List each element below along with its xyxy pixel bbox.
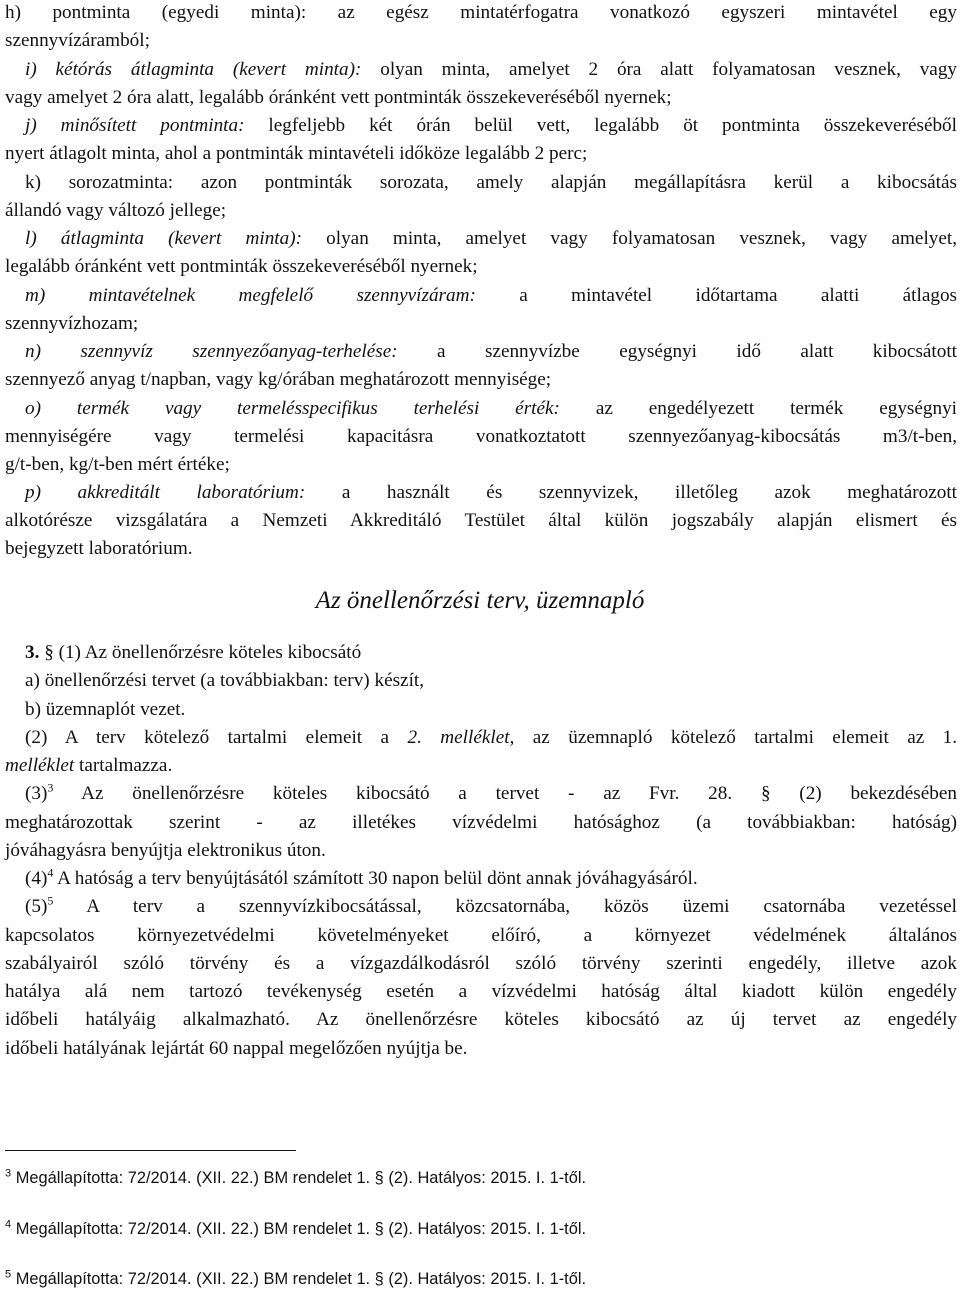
item-o-line-2: mennyiségére vagy termelési kapacitásra vonatkoztatott szennyezőanyag-kibocsátás m3/t-ben, <box>5 426 957 447</box>
item-h-text: az egész mintatérfogatra vonatkozó egyszeri mintavétel egy <box>337 2 957 23</box>
footnote-separator <box>5 1150 296 1151</box>
footnote-text: Megállapította: 72/2014. (XII. 22.) BM rendelet 1. § (2). Hatályos: 2015. I. 1-től. <box>15 1270 587 1288</box>
item-l-line-2: legalább óránként vett pontminták összekeveréséből nyernek; <box>5 256 478 277</box>
item-i-line-2: vagy amelyet 2 óra alatt, legalább óránként vett pontminták összekeveréséből nyernek; <box>5 87 672 108</box>
section-3-paragraph-2-line-1 <box>25 725 957 751</box>
item-j-label: j) minősített pontminta: <box>25 115 245 136</box>
item-i-text: olyan minta, amelyet 2 óra alatt folyamatosan vesznek, vagy <box>380 59 958 80</box>
item-n-line-1 <box>25 339 957 365</box>
paragraph-2-text: (2) A terv kötelező tartalmi elemeit a <box>25 727 390 748</box>
item-j-line-2: nyert átlagolt minta, ahol a pontminták mintavételi időköze legalább 2 perc; <box>5 143 588 164</box>
item-o-label: o) termék vagy termelésspecifikus terhelési érték: <box>25 398 560 419</box>
section-3-paragraph-3-line-1 <box>25 781 957 807</box>
section-3-paragraph-5-line-2: kapcsolatos környezetvédelmi követelményeket előíró, a környezet védelmének általános <box>5 925 957 946</box>
footnote-text: Megállapította: 72/2014. (XII. 22.) BM rendelet 1. § (2). Hatályos: 2015. I. 1-től. <box>15 1169 587 1187</box>
footnote-number: 5 <box>5 1268 12 1281</box>
paragraph-2-text-end: tartalmazza. <box>79 755 173 776</box>
item-m-label: m) mintavételnek megfelelő szennyvízáram: <box>25 285 476 306</box>
section-3-paragraph-5-line-6: időbeli hatályának lejártát 60 nappal megelőzően nyújtja be. <box>5 1038 468 1059</box>
footnote-5-ref[interactable]: 5 <box>47 893 54 908</box>
item-m-line-1 <box>25 283 957 309</box>
item-n-label: n) szennyvíz szennyezőanyag-terhelése: <box>25 341 398 362</box>
item-p-line-1 <box>25 480 957 506</box>
paragraph-5-number: (5) <box>25 896 48 917</box>
section-3-paragraph-3-line-2: meghatározottak szerint - az illetékes vízvédelmi hatósághoz (a továbbiakban: hatóság) <box>5 812 957 833</box>
footnote-3-ref[interactable]: 3 <box>47 780 54 795</box>
item-j-line-1 <box>25 113 957 139</box>
item-i-line-1 <box>25 57 957 83</box>
footnote-3 <box>5 1166 905 1190</box>
item-l-label: l) átlagminta (kevert minta): <box>25 228 303 249</box>
item-p-text: a használt és szennyvizek, illetőleg azok meghatározott <box>341 482 957 503</box>
item-p-label: p) akkreditált laboratórium: <box>25 482 306 503</box>
item-o-line-3: g/t-ben, kg/t-ben mért értéke; <box>5 454 230 475</box>
item-o-text: az engedélyezett termék egységnyi <box>595 398 958 419</box>
paragraph-4-text: A hatóság a terv benyújtásától számított 30 napon belül dönt annak jóváhagyásáról. <box>57 868 698 889</box>
paragraph-3-text: Az önellenőrzésre köteles kibocsátó a tervet - az Fvr. 28. § (2) bekezdésében <box>81 783 957 804</box>
section-number: 3. <box>25 642 40 663</box>
item-n-text: a szennyvízbe egységnyi idő alatt kibocsátott <box>437 341 958 362</box>
paragraph-1-point-a: a) önellenőrzési tervet (a továbbiakban: terv) készít, <box>25 670 425 691</box>
item-h-line-2: szennyvízáramból; <box>5 30 150 51</box>
item-m-line-2: szennyvízhozam; <box>5 313 139 334</box>
footnote-number: 3 <box>5 1167 12 1180</box>
section-3-paragraph-1 <box>25 640 957 666</box>
paragraph-1-intro: (1) Az önellenőrzésre köteles kibocsátó <box>58 642 362 663</box>
section-3-paragraph-5-line-4: hatálya alá nem tartozó tevékenység esetén a vízvédelmi hatóság által kiadott külön engedély <box>5 981 957 1002</box>
footnote-number: 4 <box>5 1218 12 1231</box>
paragraph-3-number: (3) <box>25 783 48 804</box>
item-l-text: olyan minta, amelyet vagy folyamatosan vesznek, vagy amelyet, <box>326 228 958 249</box>
item-m-text: a mintavétel időtartama alatti átlagos <box>519 285 957 306</box>
paragraph-2-text-cont: az üzemnapló kötelező tartalmi elemeit az 1. <box>532 727 958 748</box>
item-p-line-3: bejegyzett laboratórium. <box>5 538 193 559</box>
item-k-line-1: k) sorozatminta: azon pontminták sorozata, amely alapján megállapításra kerül a kibocsátás <box>25 172 957 193</box>
paragraph-1-point-b: b) üzemnaplót vezet. <box>25 699 186 720</box>
footnote-4-ref[interactable]: 4 <box>47 865 54 880</box>
section-sign: § <box>44 642 54 663</box>
paragraph-5-text: A terv a szennyvízkibocsátással, közcsatornába, közös üzemi csatornába vezetéssel <box>86 896 957 917</box>
paragraph-4-number: (4) <box>25 868 48 889</box>
section-3-paragraph-5-line-1 <box>25 894 957 920</box>
item-h-label: h) pontminta (egyedi minta): <box>5 2 307 23</box>
item-j-text: legfeljebb két órán belül vett, legalább öt pontminta összekeveréséből <box>268 115 957 136</box>
footnote-text: Megállapította: 72/2014. (XII. 22.) BM rendelet 1. § (2). Hatályos: 2015. I. 1-től. <box>15 1220 587 1238</box>
item-i-label: i) kétórás átlagminta (kevert minta): <box>25 59 362 80</box>
footnote-5 <box>5 1267 905 1291</box>
item-p-line-2: alkotórésze vizsgálatára a Nemzeti Akkreditáló Testület által külön jogszabály alapján elismert és <box>5 510 957 531</box>
section-3-paragraph-2-line-2 <box>5 753 957 779</box>
item-n-line-2: szennyező anyag t/napban, vagy kg/órában meghatározott mennyisége; <box>5 369 552 390</box>
section-3-paragraph-5-line-3: szabályairól szóló törvény és a vízgazdálkodásról szóló törvény szerinti engedély, illetve azok <box>5 953 957 974</box>
item-o-line-1 <box>25 396 957 422</box>
annex-1-reference: melléklet <box>5 755 75 776</box>
item-k-line-2: állandó vagy változó jellege; <box>5 200 227 221</box>
annex-2-reference: 2. melléklet, <box>407 727 515 748</box>
section-heading: Az önellenőrzési terv, üzemnapló <box>315 587 645 614</box>
section-3-paragraph-3-line-3: jóváhagyásra benyújtja elektronikus úton. <box>5 840 326 861</box>
footnote-4 <box>5 1217 905 1241</box>
section-3-paragraph-5-line-5: időbeli hatályáig alkalmazható. Az önellenőrzésre köteles kibocsátó az új tervet az engedély <box>5 1009 957 1030</box>
section-3-paragraph-4 <box>25 866 957 892</box>
item-h-line-1 <box>5 0 957 26</box>
item-l-line-1 <box>25 226 957 252</box>
